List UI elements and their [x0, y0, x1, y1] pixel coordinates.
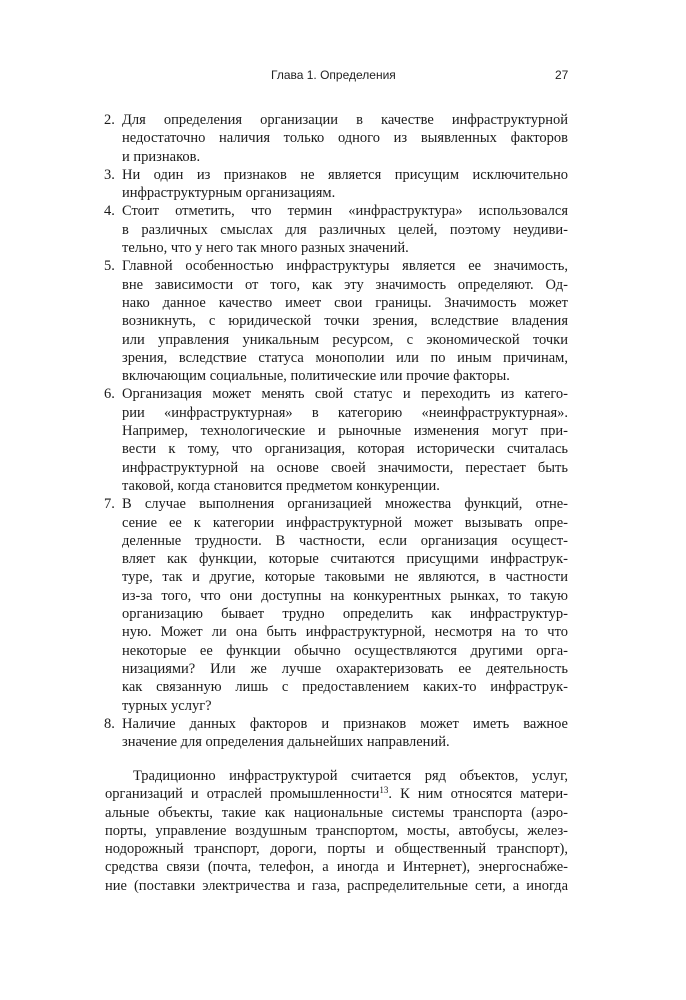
- list-item-text: [122, 715, 568, 752]
- list-item-text: [122, 385, 568, 495]
- list-item-line: как связанную лишь с предоставлением каких-то инфраструк-: [122, 679, 568, 696]
- paragraph-line: [105, 767, 568, 785]
- paragraph-line-text: альные объекты, такие как национальные системы транспорта (аэро-: [105, 804, 568, 821]
- paragraph-line: [105, 840, 568, 858]
- list-item-line: нако данное качество имеет свои границы. Значимость может: [122, 294, 568, 311]
- list-item-line: низациями? Или же лучше охарактеризовать ее деятельность: [122, 660, 568, 677]
- list-item-line: вляет как функции, которые считаются присущими инфраструк-: [122, 551, 568, 568]
- list-item-line: из-за того, что они доступны на конкурентных рынках, то такую: [122, 587, 568, 604]
- list-item: [0, 202, 686, 257]
- list-item-line: Для определения организации в качестве инфраструктурной: [122, 112, 568, 128]
- paragraph-line: [105, 804, 568, 822]
- list-item-line: Организация может менять свой статус и переходить из катего-: [122, 386, 568, 403]
- list-item-number: 4.: [104, 203, 115, 220]
- list-item: [0, 111, 686, 166]
- page-number: 27: [555, 68, 569, 82]
- paragraph-line-text: ние (поставки электричества и газа, распределительные сети, а иногда: [105, 877, 568, 894]
- list-item-number: 7.: [104, 496, 115, 513]
- list-item-line: Стоит отметить, что термин «инфраструктура» использовался: [122, 203, 568, 220]
- list-item-line: зрения, вследствие статуса монополии или по иным причинам,: [122, 349, 568, 366]
- list-item-line: В случае выполнения организацией множества функций, отне-: [122, 496, 568, 513]
- list-item-number: 2.: [104, 112, 115, 128]
- chapter-title: Глава 1. Определения: [271, 68, 396, 82]
- list-item-number: 3.: [104, 166, 115, 183]
- numbered-list: [0, 111, 686, 751]
- list-item-line: деленные трудности. В частности, если организация осущест-: [122, 532, 568, 549]
- list-item-line: ную. Может ли она быть инфраструктурной, несмотря на то что: [122, 624, 568, 641]
- list-item-line: Наличие данных факторов и признаков может иметь важное: [122, 715, 568, 732]
- list-item-number: 8.: [104, 715, 115, 732]
- list-item-line: включающим социальные, политические или прочие факторы.: [122, 368, 510, 385]
- paragraph-line: [105, 822, 568, 840]
- list-item-line: инфраструктурным организациям.: [122, 185, 336, 202]
- list-item-text: [122, 257, 568, 385]
- list-item-line: инфраструктурной на основе своей значимости, перестает быть: [122, 459, 568, 476]
- list-item-line: возникнуть, с юридической точки зрения, вследствие владения: [122, 313, 568, 330]
- list-item-number: 6.: [104, 386, 115, 403]
- list-item-line: сение ее к категории инфраструктурной может вызывать опре-: [122, 514, 568, 531]
- list-item-line: значение для определения дальнейших направлений.: [122, 734, 450, 751]
- running-header: [0, 66, 686, 84]
- list-item-line: Главной особенностью инфраструктуры является ее значимость,: [122, 258, 568, 275]
- list-item-line: недостаточно наличия только одного из выявленных факторов: [122, 130, 568, 147]
- list-item-line: рии «инфраструктурная» в категорию «неинфраструктурная».: [122, 404, 568, 421]
- list-item-number: 5.: [104, 258, 115, 275]
- list-item-text: [122, 166, 568, 203]
- paragraph-line-text: . К ним относятся матери-: [388, 786, 568, 803]
- list-item-text: [122, 202, 568, 257]
- paragraph-line-text: средства связи (почта, телефон, а иногда и Интернет), энергоснабже-: [105, 859, 568, 876]
- paragraph-line: [105, 785, 568, 803]
- paragraph-line-text: порты, управление воздушным транспортом, мосты, автобусы, желез-: [105, 822, 568, 839]
- list-item-line: Например, технологические и рыночные изменения могут при-: [122, 423, 568, 440]
- list-item-line: турных услуг?: [122, 697, 212, 714]
- list-item-line: тельно, что у него так много разных значений.: [122, 240, 409, 257]
- list-item-line: таковой, когда становится предметом конкуренции.: [122, 477, 440, 494]
- list-item-line: вести к тому, что организация, которая исторически считалась: [122, 441, 568, 458]
- paragraph-line-text: нодорожный транспорт, дороги, порты и общественный транспорт),: [105, 841, 568, 858]
- list-item: [0, 257, 686, 385]
- list-item-line: туре, так и другие, которые таковыми не являются, в частности: [122, 569, 568, 586]
- list-item: [0, 166, 686, 203]
- body-paragraph: [105, 767, 568, 895]
- list-item-line: организацию бывает трудно определить как инфраструктур-: [122, 606, 568, 623]
- list-item-text: [122, 495, 568, 715]
- list-item-line: и признаков.: [122, 148, 201, 165]
- list-item-line: или управления уникальным ресурсом, с экономической точки: [122, 331, 568, 348]
- paragraph-line: [105, 858, 568, 876]
- list-item-text: [122, 111, 568, 166]
- paragraph-line: [105, 877, 568, 895]
- footnote-ref: 13: [379, 785, 389, 796]
- list-item-line: некоторые ее функции обычно осуществляются другими орга-: [122, 642, 568, 659]
- list-item: [0, 715, 686, 752]
- list-item: [0, 495, 686, 715]
- list-item-line: в различных смыслах для различных целей, поэтому неудиви-: [122, 221, 568, 238]
- list-item: [0, 385, 686, 495]
- paragraph-line-text: Традиционно инфраструктурой считается ряд объектов, услуг,: [133, 768, 568, 784]
- list-item-line: Ни один из признаков не является присущим исключительно: [122, 166, 568, 183]
- paragraph-line-text: организаций и отраслей промышленности: [105, 786, 380, 803]
- list-item-line: вне зависимости от того, как эту значимость определяют. Од-: [122, 276, 568, 293]
